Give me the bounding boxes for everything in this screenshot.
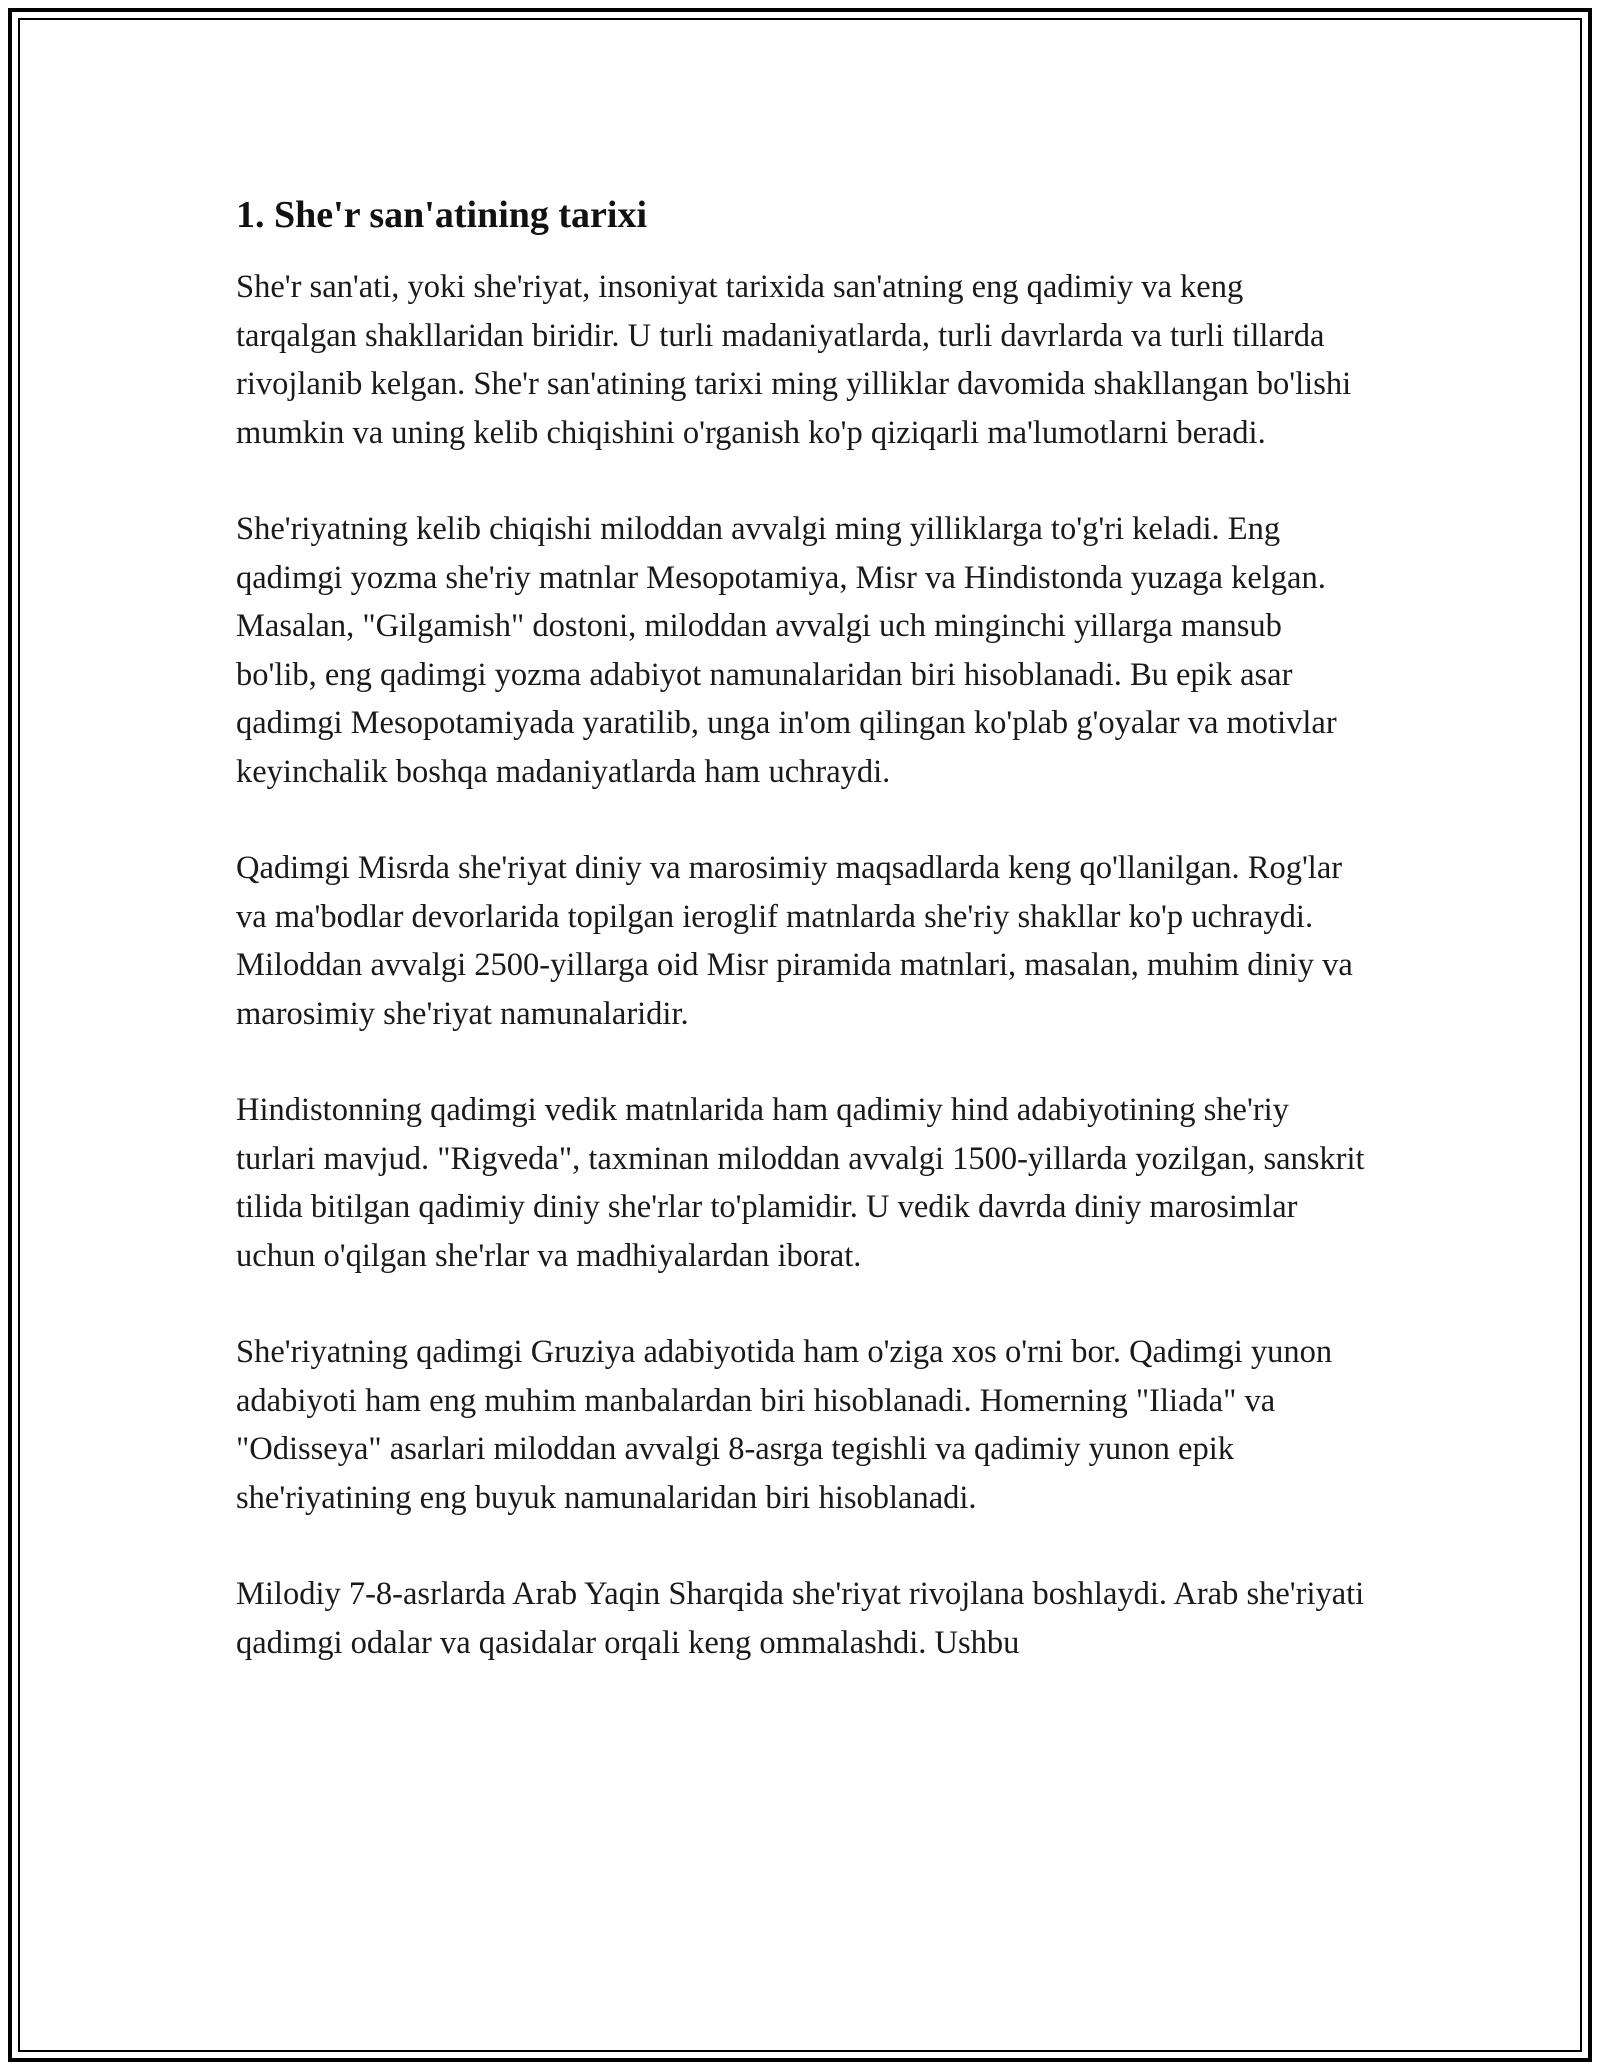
- paragraph-1: She'r san'ati, yoki she'riyat, insoniyat tarixida san'atning eng qadimiy va keng tarqalgan shakllaridan biridir. U turli madaniyatlarda, turli davrlarda va turli tillarda rivojlanib kelgan. She'r san'atining tarixi ming yilliklar davomida shakllangan bo'lishi mumkin va uning kelib chiqishini o'rganish ko'p qiziqarli ma'lumotlarni beradi.: [236, 269, 1352, 451]
- paragraph-4: Hindistonning qadimgi vedik matnlarida ham qadimiy hind adabiyotining she'riy turlari mavjud. "Rigveda", taxminan miloddan avvalgi 1500-yillarda yozilgan, sanskrit tilida bitilgan qadimiy diniy she'rlar to'plamidir. U vedik davrda diniy marosimlar uchun o'qilgan she'rlar va madhiyalardan iborat.: [236, 1092, 1365, 1274]
- document-body: [236, 185, 1366, 1715]
- paragraph-3: Qadimgi Misrda she'riyat diniy va marosimiy maqsadlarda keng qo'llanilgan. Rog'lar va ma'bodlar devorlarida topilgan ieroglif matnlarda she'riy shakllar ko'p uchraydi. Miloddan avvalgi 2500-yillarga oid Misr piramida matnlari, masalan, muhim diniy va marosimiy she'riyat namunalaridir.: [236, 850, 1353, 1032]
- paragraph-2: She'riyatning kelib chiqishi miloddan avvalgi ming yilliklarga to'g'ri keladi. Eng qadimgi yozma she'riy matnlar Mesopotamiya, Misr va Hindistonda yuzaga kelgan. Masalan, "Gilgamish" dostoni, miloddan avvalgi uch minginchi yillarga mansub bo'lib, eng qadimgi yozma adabiyot namunalaridan biri hisoblanadi. Bu epik asar qadimgi Mesopotamiyada yaratilib, unga in'om qilingan ko'plab g'oyalar va motivlar keyinchalik boshqa madaniyatlarda ham uchraydi.: [236, 511, 1337, 790]
- paragraph-5: She'riyatning qadimgi Gruziya adabiyotida ham o'ziga xos o'rni bor. Qadimgi yunon adabiyoti ham eng muhim manbalardan biri hisoblanadi. Homerning "Iliada" va "Odisseya" asarlari miloddan avvalgi 8-asrga tegishli va qadimiy yunon epik she'riyatining eng buyuk namunalaridan biri hisoblanadi.: [236, 1334, 1333, 1516]
- paragraph-6: Milodiy 7-8-asrlarda Arab Yaqin Sharqida she'riyat rivojlana boshlaydi. Arab she'riyati qadimgi odalar va qasidalar orqali keng ommalashdi. Ushbu: [236, 1576, 1365, 1661]
- section-heading: 1. She'r san'atining tarixi: [236, 194, 648, 236]
